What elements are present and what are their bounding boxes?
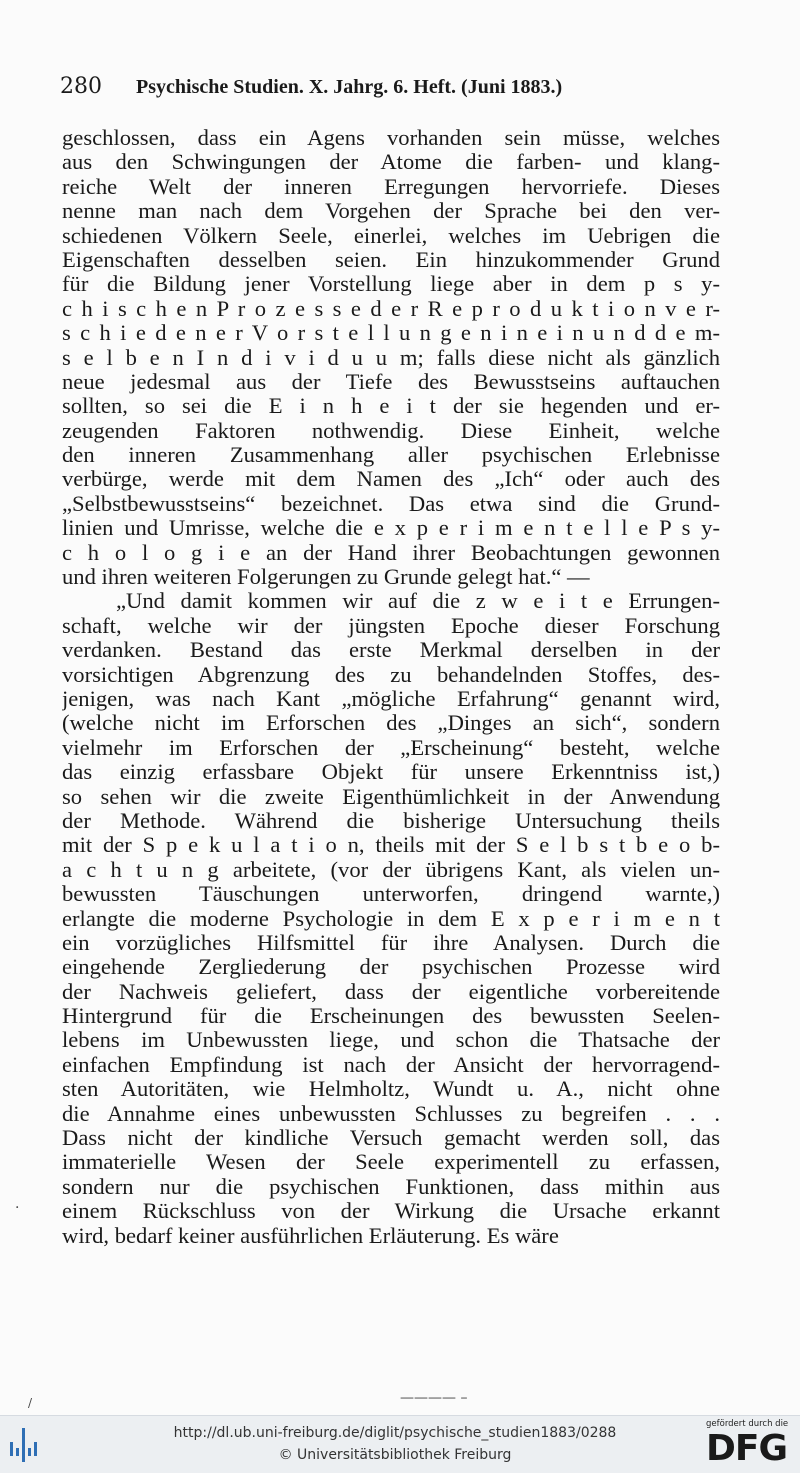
- text-line: c h o l o g i e an der Hand ihrer Beobachtungen gewonnen: [62, 540, 720, 565]
- text-line: und ihren weiteren Folgerungen zu Grunde gelegt hat.“ —: [62, 565, 590, 590]
- text-line: eingehende Zergliederung der psychischen Prozesse wird: [62, 955, 720, 980]
- text-line: für die Bildung jener Vorstellung liege aber in dem p s y-: [62, 272, 720, 297]
- text-line: sondern nur die psychischen Funktionen, dass mithin aus: [62, 1174, 720, 1199]
- text-line: neue jedesmal aus der Tiefe des Bewusstseins auftauchen: [62, 369, 720, 394]
- text-line: bewussten Täuschungen unterworfen, dringend warnte,): [62, 882, 720, 907]
- text-line: c h i s c h e n P r o z e s s e d e r R e p r o d u k t i o n v e r-: [62, 296, 720, 321]
- footer-bar: [0, 1415, 800, 1473]
- text-line: „Und damit kommen wir auf die z w e i t e Errungen-: [116, 589, 720, 614]
- text-line: „Selbstbewusstseins“ bezeichnet. Das etwa sind die Grund-: [62, 491, 720, 516]
- text-line: die Annahme eines unbewussten Schlusses zu begreifen . . .: [62, 1101, 720, 1126]
- text-line: s c h i e d e n e r V o r s t e l l u n g e n i n e i n u n d d e m-: [62, 321, 720, 346]
- text-line: zeugenden Faktoren nothwendig. Diese Einheit, welche: [62, 418, 720, 443]
- text-line: s e l b e n I n d i v i d u u m; falls diese nicht als gänzlich: [62, 345, 720, 370]
- text-line: schiedenen Völkern Seele, einerlei, welches im Uebrigen die: [62, 223, 720, 248]
- text-line: linien und Umrisse, welche die e x p e r i m e n t e l l e P s y-: [62, 516, 720, 541]
- text-line: geschlossen, dass ein Agens vorhanden sein müsse, welches: [62, 126, 720, 150]
- body-text: [62, 126, 720, 1248]
- footer-copyright: © Universitätsbibliothek Freiburg: [278, 1447, 512, 1463]
- text-line: wird, bedarf keiner ausführlichen Erläuterung. Es wäre: [62, 1223, 559, 1248]
- text-line: Dass nicht der kindliche Versuch gemacht werden soll, das: [62, 1126, 720, 1151]
- text-line: erlangte die moderne Psychologie in dem E x p e r i m e n t: [62, 906, 720, 931]
- text-line: nenne man nach dem Vorgehen der Sprache bei den ver-: [62, 199, 720, 224]
- text-line: sten Autoritäten, wie Helmholtz, Wundt u. A., nicht ohne: [62, 1077, 720, 1102]
- text-line: einfachen Empfindung ist nach der Ansicht der hervorragend-: [62, 1052, 720, 1077]
- text-line: ein vorzügliches Hilfsmittel für ihre Analysen. Durch die: [62, 930, 720, 955]
- running-header: [60, 74, 720, 100]
- text-line: vorsichtigen Abgrenzung des zu behandelnden Stoffes, des-: [62, 662, 720, 687]
- corner-mark: /: [28, 1396, 33, 1410]
- text-line: (welche nicht im Erforschen des „Dinges an sich“, sondern: [62, 711, 720, 736]
- text-line: a c h t u n g arbeitete, (vor der übrigens Kant, als vielen un-: [62, 857, 720, 882]
- text-line: verdanken. Bestand das erste Merkmal derselben in der: [62, 638, 720, 663]
- text-line: jenigen, was nach Kant „mögliche Erfahrung“ genannt wird,: [62, 686, 720, 711]
- text-line: so sehen wir die zweite Eigenthümlichkeit in der Anwendung: [62, 784, 720, 809]
- footer-url-link[interactable]: http://dl.ub.uni-freiburg.de/diglit/psychische_studien1883/0288: [173, 1425, 617, 1441]
- dfg-logo-icon: DFG: [706, 1428, 788, 1469]
- university-library-logo-icon: [8, 1422, 42, 1466]
- text-line: lebens im Unbewussten liege, und schon die Thatsache der: [62, 1028, 720, 1053]
- text-line: immaterielle Wesen der Seele experimentell zu erfassen,: [62, 1150, 720, 1175]
- bottom-separator: ———— –: [400, 1390, 468, 1406]
- text-line: der Methode. Während die bisherige Untersuchung theils: [62, 808, 720, 833]
- sponsor-caption: gefördert durch die: [706, 1419, 789, 1429]
- running-title: Psychische Studien. X. Jahrg. 6. Heft. (Juni 1883.): [136, 76, 563, 98]
- page-number: 280: [60, 74, 102, 99]
- text-line: Eigenschaften desselben seien. Ein hinzukommender Grund: [62, 247, 720, 272]
- margin-dot: ·: [15, 1200, 20, 1216]
- text-line: vielmehr im Erforschen der „Erscheinung“ besteht, welche: [62, 735, 720, 760]
- text-line: der Nachweis geliefert, dass der eigentliche vorbereitende: [62, 979, 720, 1004]
- text-line: mit der S p e k u l a t i o n, theils mit der S e l b s t b e o b-: [62, 833, 720, 858]
- text-line: einem Rückschluss von der Wirkung die Ursache erkannt: [62, 1199, 720, 1224]
- text-line: aus den Schwingungen der Atome die farben- und klang-: [62, 150, 720, 175]
- text-line: reiche Welt der inneren Erregungen hervorriefe. Dieses: [62, 174, 720, 199]
- text-line: schaft, welche wir der jüngsten Epoche dieser Forschung: [62, 613, 720, 638]
- text-line: verbürge, werde mit dem Namen des „Ich“ oder auch des: [62, 467, 720, 492]
- text-line: sollten, so sei die E i n h e i t der sie hegenden und er-: [62, 394, 720, 419]
- text-line: Hintergrund für die Erscheinungen des bewussten Seelen-: [62, 1004, 720, 1029]
- text-line: den inneren Zusammenhang aller psychischen Erlebnisse: [62, 443, 720, 468]
- text-line: das einzig erfassbare Objekt für unsere Erkenntniss ist,): [62, 760, 720, 785]
